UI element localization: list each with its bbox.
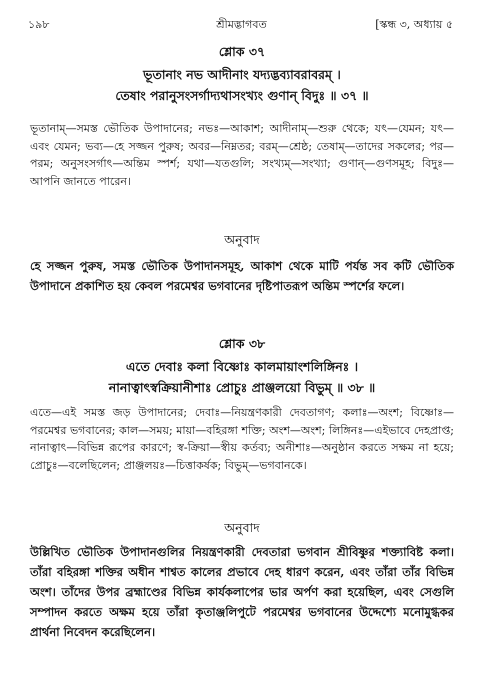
verse-38-text [30, 356, 454, 398]
verse-38-translation: উল্লিখিত ভৌতিক উপাদানগুলির নিয়ন্ত্রণকারী দেবতারা ভগবান শ্রীবিষ্ণুর শক্ত্যাবিষ্ট কলা। তাঁরা বহিরঙ্গা শক্তির অধীন শাশ্বত কালের প্রভাবে দেহ ধারণ করেন, এবং তাঁরা তাঁর বিভিন্ন অংশ। তাঁদের উপর ব্রহ্মাণ্ডের বিভিন্ন কার্যকলাপের ভার অর্পণ করা হয়েছিল, এবং সেগুলি সম্পাদন করতে অক্ষম হয়ে তাঁরা কৃতাঞ্জলিপুটে পরমেশ্বর ভগবানের উদ্দেশ্যে মনোমুগ্ধকর প্রার্থনা নিবেদন করেছিলেন। [30, 545, 454, 639]
verse-38-heading: শ্লোক ৩৮ [218, 336, 266, 351]
verse-37-line-1: ভূতানাং নভ আদীনাং যদ্যদ্ভব্যাবরাবরম্ । [143, 67, 341, 82]
section-reference: [স্কন্ধ ৩, অধ্যায় ৫ [375, 18, 453, 31]
verse-38-synonyms: এতে—এই সমস্ত জড় উপাদানের; দেবাঃ—নিয়ন্ত্রণকারী দেবতাগণ; কলাঃ—অংশ; বিষ্ণোঃ—পরমেশ্বর ভগবানের; কাল—সময়; মায়া—বহিরঙ্গা শক্তি; অংশ—অংশ; লিঙ্গিনঃ—এইভাবে দেহপ্রাপ্ত; নানাত্বাৎ—বিভিন্ন রূপের কারণে; স্ব-ক্রিয়া—স্বীয় কর্তব্য; অনীশাঃ—অনুষ্ঠান করতে সক্ষম না হয়ে; প্রোচুঃ—বলেছিলেন; প্রাঞ্জলয়ঃ—চিত্তাকর্ষক; বিভুম্—ভগবানকে। [30, 406, 454, 472]
verse-37-heading: শ্লোক ৩৭ [218, 44, 266, 59]
verse-38-line-2: নানাত্বাৎস্বক্রিয়ানীশাঃ প্রোচুঃ প্রাঞ্জলয়ো বিভুম্ ॥ ৩৮ ॥ [108, 380, 376, 395]
verse-37-translation: হে সজ্জন পুরুষ, সমস্ত ভৌতিক উপাদানসমূহ, আকাশ থেকে মাটি পর্যন্ত সব কটি ভৌতিক উপাদানে প্রকাশিত হয় কেবল পরমেশ্বর ভগবানের দৃষ্টিপাতরূপ অন্তিম স্পর্শের ফলে। [30, 259, 454, 293]
verse-38-line-1: এতে দেবাঃ কলা বিষ্ণোঃ কালমায়াংশলিঙ্গিনঃ । [125, 359, 359, 374]
verse-38-translation-heading: অনুবাদ [224, 520, 260, 535]
verse-37-text [30, 64, 454, 106]
verse-37-translation-heading: অনুবাদ [224, 232, 260, 247]
verse-37-line-2: তেষাং পরানুসংসর্গাদ্যথাসংখ্যং গুণান্ বিদুঃ ॥ ৩৭ ॥ [115, 88, 369, 103]
page-number: ১৯৮ [28, 18, 50, 31]
book-title: শ্রীমদ্ভাগবত [216, 18, 267, 31]
verse-37-synonyms: ভূতানাম্—সমস্ত ভৌতিক উপাদানের; নভঃ—আকাশ; আদীনাম্—শুরু থেকে; যৎ—যেমন; যৎ—এবং যেমন; ভব্য—হে সজ্জন পুরুষ; অবর—নিম্নতর; বরম্—শ্রেষ্ঠ; তেষাম্—তাদের সকলের; পর—পরম; অনুসংসর্গাৎ—অন্তিম স্পর্শ; যথা—যতগুলি; সংখ্যম্—সংখ্যা; গুণান্—গুণসমূহ; বিদুঃ—আপনি জানতে পারেন। [30, 122, 454, 188]
page-header [24, 16, 459, 36]
